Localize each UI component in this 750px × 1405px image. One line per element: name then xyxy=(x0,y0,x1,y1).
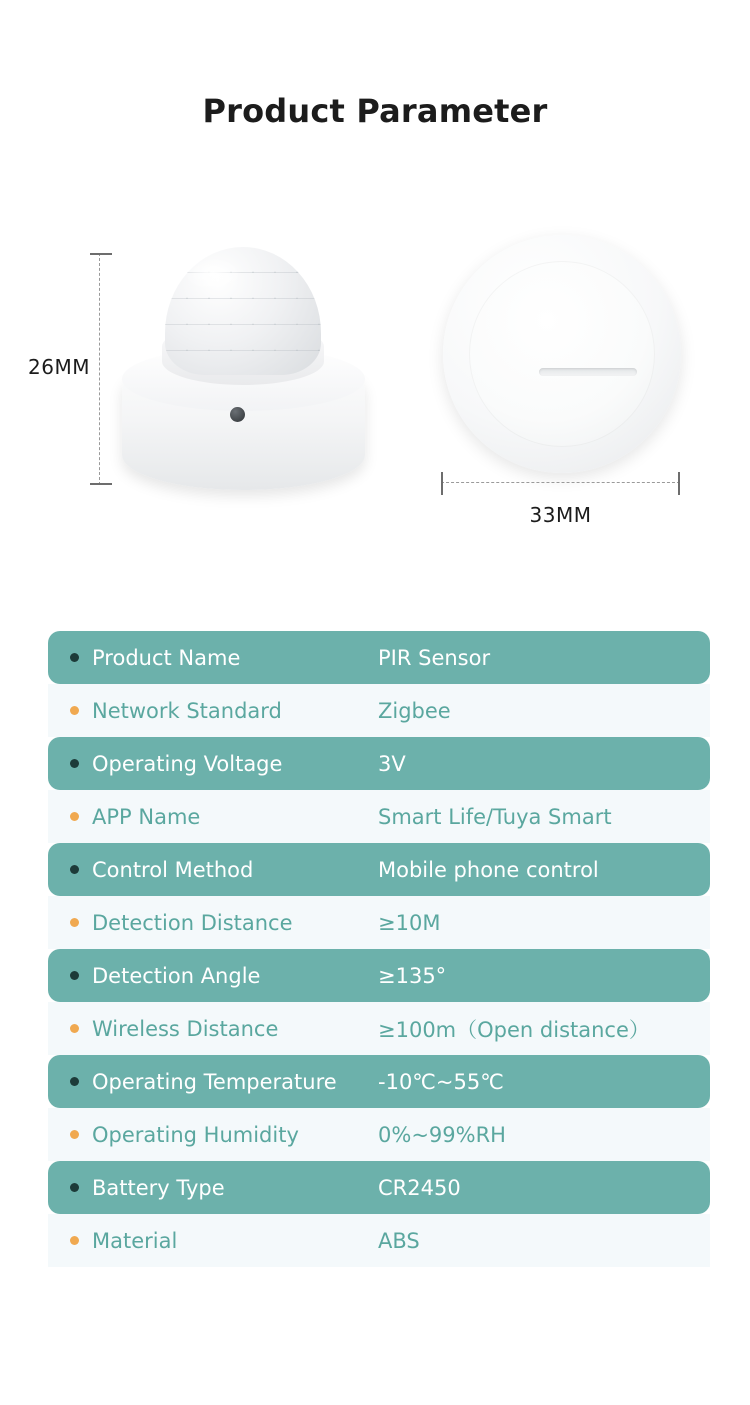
height-dimension-cap-top xyxy=(90,253,112,255)
height-dimension-line xyxy=(99,253,101,485)
spec-value: ≥10M xyxy=(378,910,441,935)
table-row xyxy=(48,737,710,790)
height-dimension-cap-bottom xyxy=(90,483,112,485)
table-row xyxy=(48,684,710,737)
spec-label: Operating Voltage xyxy=(92,751,283,776)
table-row xyxy=(48,843,710,896)
spec-label: Network Standard xyxy=(92,698,282,723)
sensor-battery-slot xyxy=(539,368,637,376)
spec-label: Detection Angle xyxy=(92,963,261,988)
bullet-icon xyxy=(70,918,79,927)
bullet-icon xyxy=(70,1236,79,1245)
sensor-top-inner-ring xyxy=(469,261,655,447)
table-row xyxy=(48,631,710,684)
sensor-side-view-image xyxy=(118,247,368,492)
spec-label: Operating Humidity xyxy=(92,1122,299,1147)
spec-label: Material xyxy=(92,1228,178,1253)
spec-label: Operating Temperature xyxy=(92,1069,337,1094)
spec-value: Smart Life/Tuya Smart xyxy=(378,804,612,829)
width-dimension-line xyxy=(441,482,680,484)
width-dimension-label: 33MM xyxy=(529,503,592,527)
table-row xyxy=(48,1214,710,1267)
spec-label: Battery Type xyxy=(92,1175,225,1200)
page-title: Product Parameter xyxy=(202,92,548,130)
spec-label: Detection Distance xyxy=(92,910,293,935)
table-row xyxy=(48,790,710,843)
spec-value: 0%~99%RH xyxy=(378,1122,506,1147)
table-row xyxy=(48,1055,710,1108)
sensor-dome-highlight xyxy=(184,257,242,291)
bullet-icon xyxy=(70,653,79,662)
spec-label: Product Name xyxy=(92,645,241,670)
bullet-icon xyxy=(70,1024,79,1033)
table-row xyxy=(48,896,710,949)
spec-value: ≥100m（Open distance） xyxy=(378,1017,650,1042)
table-row xyxy=(48,1108,710,1161)
spec-label: APP Name xyxy=(92,804,201,829)
spec-label: Control Method xyxy=(92,857,254,882)
specification-table xyxy=(48,631,710,1267)
table-row xyxy=(48,949,710,1002)
height-dimension-label: 26MM xyxy=(28,355,90,379)
sensor-led-indicator xyxy=(230,407,245,422)
product-illustration xyxy=(0,225,750,555)
table-row xyxy=(48,1161,710,1214)
spec-value: Mobile phone control xyxy=(378,857,599,882)
spec-value: ABS xyxy=(378,1228,420,1253)
sensor-top-view-image xyxy=(443,235,681,473)
bullet-icon xyxy=(70,706,79,715)
spec-value: CR2450 xyxy=(378,1175,461,1200)
spec-value: PIR Sensor xyxy=(378,645,491,670)
bullet-icon xyxy=(70,1077,79,1086)
width-dimension-cap-right xyxy=(678,472,680,495)
table-row xyxy=(48,1002,710,1055)
width-dimension-cap-left xyxy=(441,472,443,495)
spec-value: Zigbee xyxy=(378,698,451,723)
spec-value: ≥135° xyxy=(378,963,447,988)
bullet-icon xyxy=(70,812,79,821)
spec-label: Wireless Distance xyxy=(92,1016,279,1041)
bullet-icon xyxy=(70,1130,79,1139)
spec-value: 3V xyxy=(378,751,406,776)
spec-value: -10℃~55℃ xyxy=(378,1069,504,1094)
bullet-icon xyxy=(70,865,79,874)
bullet-icon xyxy=(70,971,79,980)
bullet-icon xyxy=(70,759,79,768)
bullet-icon xyxy=(70,1183,79,1192)
